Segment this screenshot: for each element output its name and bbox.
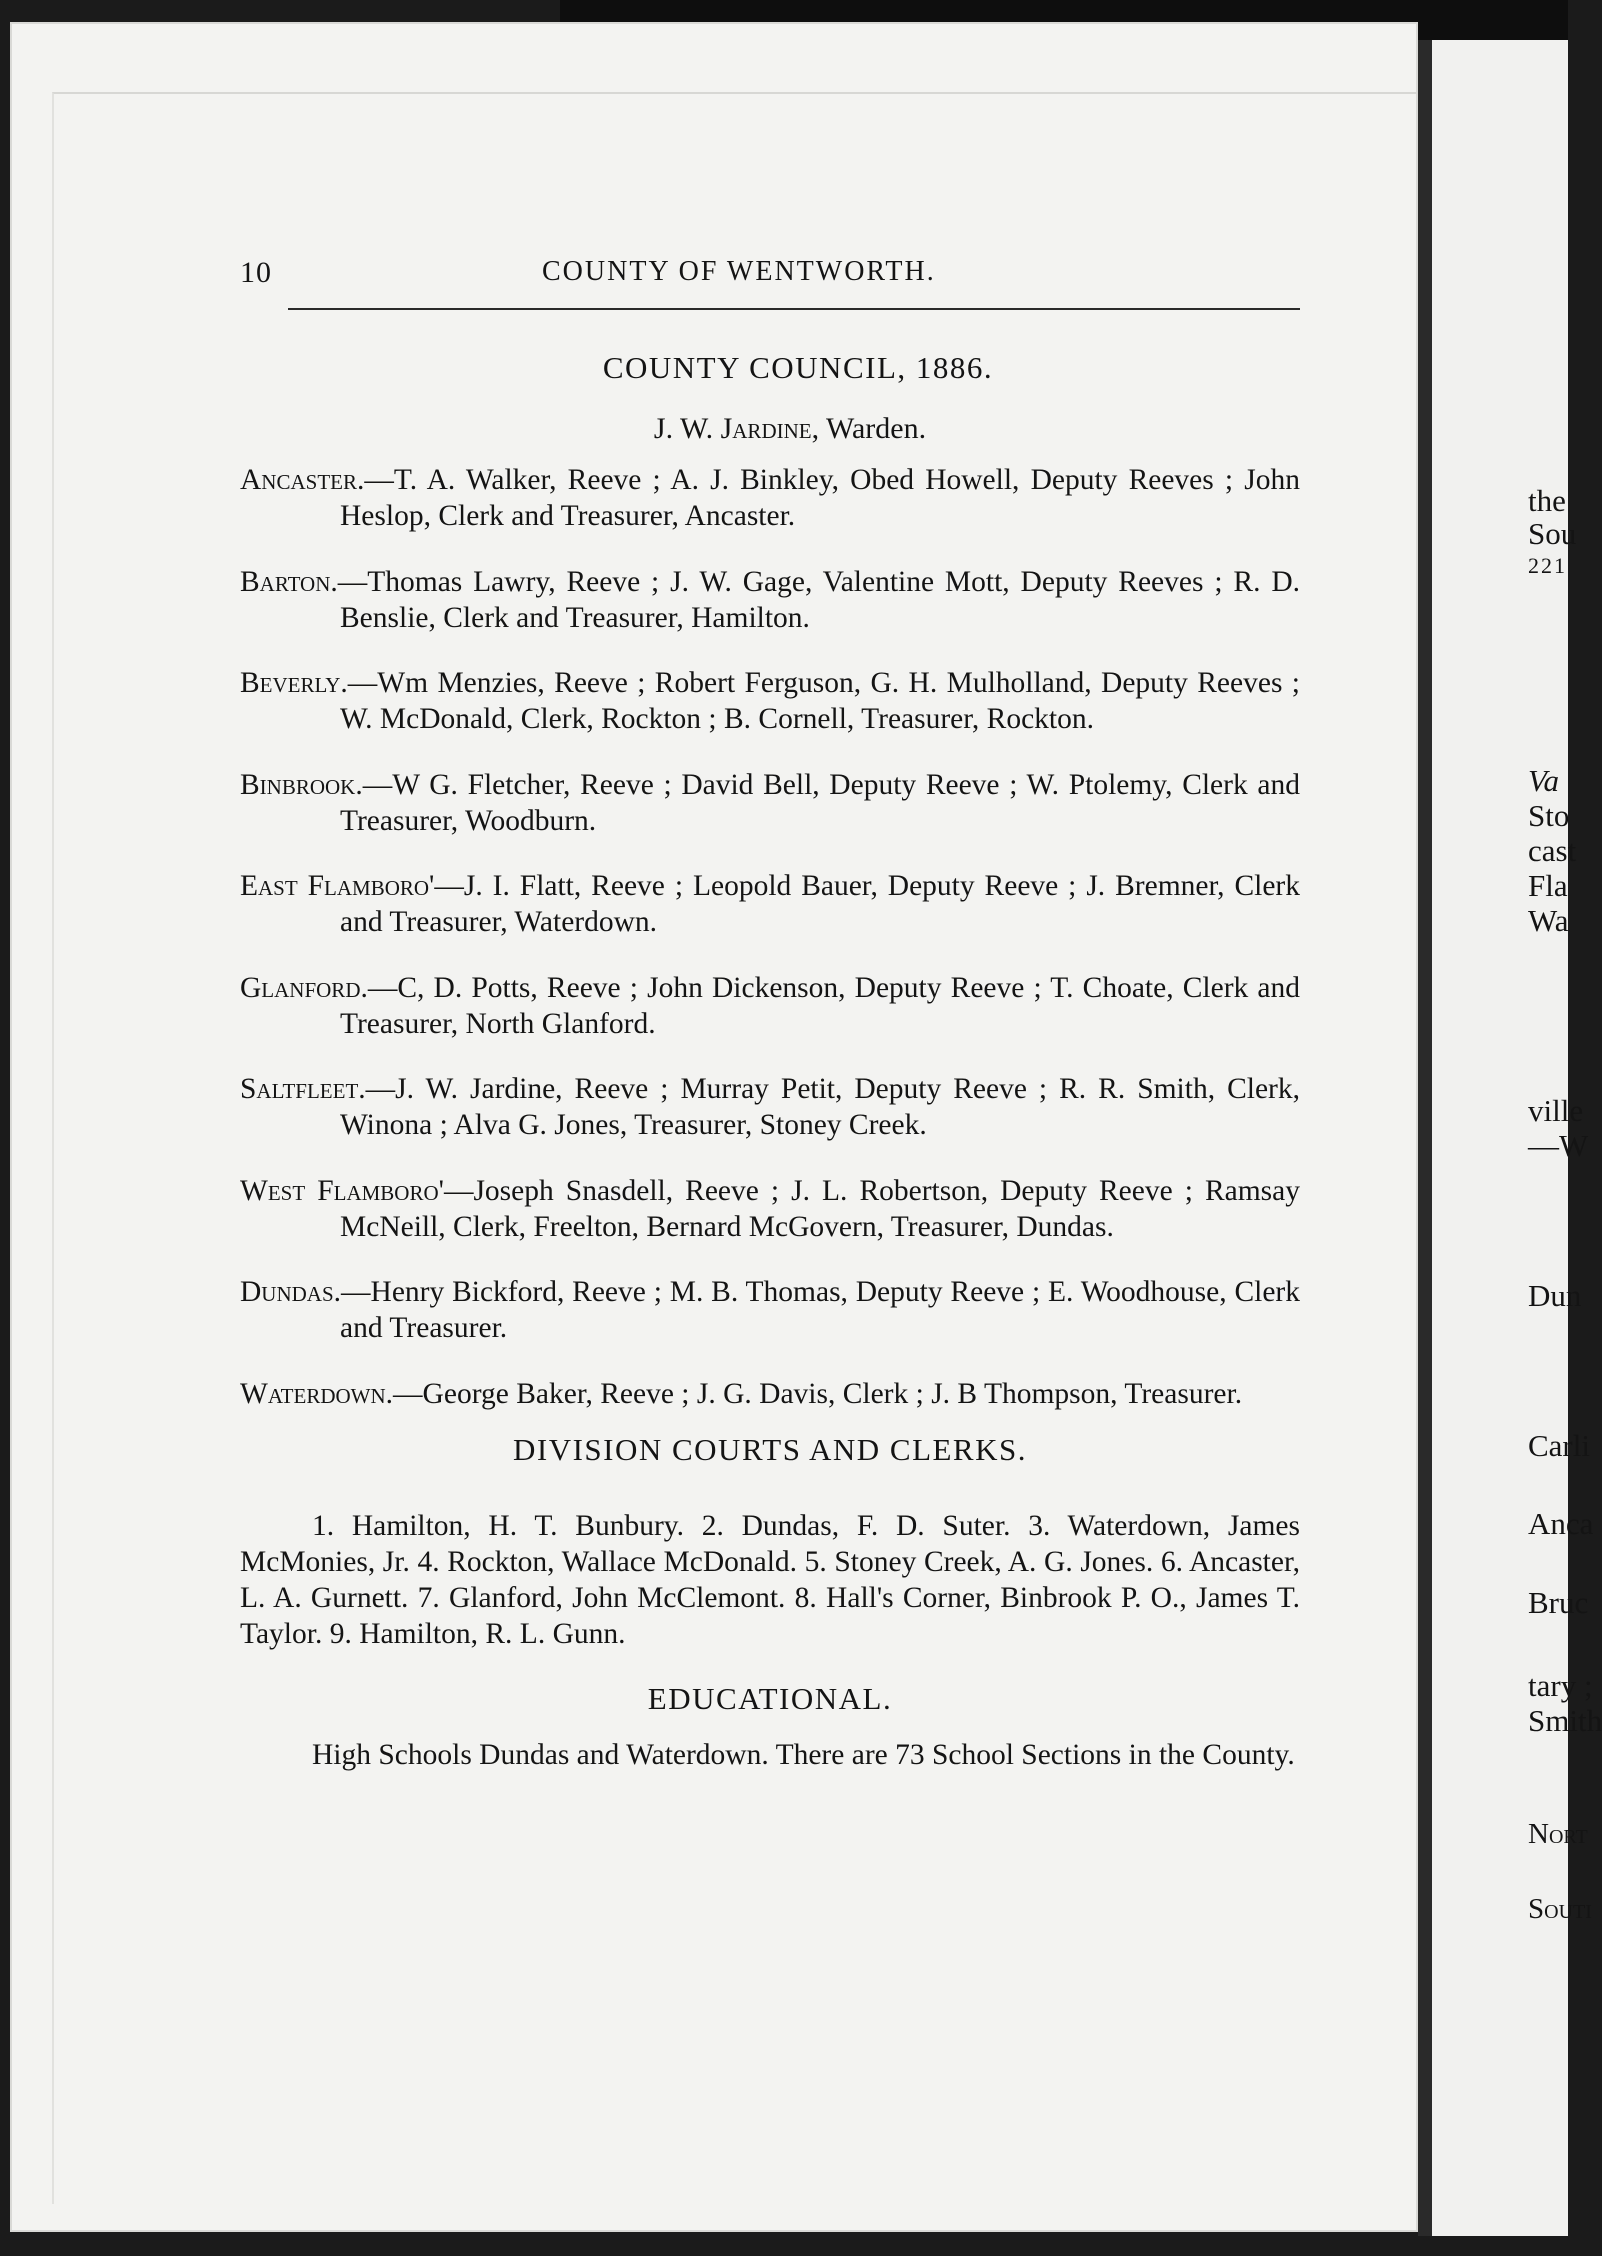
warden-line [240, 412, 1300, 446]
header-rule [288, 308, 1300, 310]
facing-page-fragment: ville [1528, 1093, 1584, 1128]
facing-page [1432, 40, 1602, 2236]
municipality-name: West Flamboro' [240, 1174, 444, 1207]
facing-page-fragment: Fla [1528, 868, 1568, 903]
council-entry [240, 564, 1300, 636]
entry-text: —Joseph Snasdell, Reeve ; J. L. Robertson, Deputy Reeve ; Ramsay McNeill, Clerk, Freelton, Bernard McGovern, Treasurer, Dundas. [340, 1174, 1300, 1243]
division-courts-heading: DIVISION COURTS AND CLERKS. [512, 1431, 1027, 1467]
facing-page-fragment: Bruc [1528, 1585, 1589, 1620]
council-entry [240, 1274, 1300, 1346]
entry-text: —C, D. Potts, Reeve ; John Dickenson, Deputy Reeve ; T. Choate, Clerk and Treasurer, North Glanford. [340, 971, 1300, 1040]
entry-text: —Henry Bickford, Reeve ; M. B. Thomas, Deputy Reeve ; E. Woodhouse, Clerk and Treasurer. [340, 1276, 1300, 1344]
warden-name: Jardine [720, 412, 812, 445]
county-council-heading: COUNTY COUNCIL, 1886. [602, 350, 994, 385]
educational-heading: EDUCATIONAL. [647, 1681, 893, 1716]
municipality-name: Beverly. [240, 667, 348, 699]
municipality-name: Barton. [240, 565, 338, 598]
page-number: 10 [240, 256, 272, 289]
entry-text: —Thomas Lawry, Reeve ; J. W. Gage, Valentine Mott, Deputy Reeves ; R. D. Benslie, Clerk and Treasurer, Hamilton. [337, 565, 1300, 634]
council-entry [240, 767, 1300, 839]
entry-text: —George Baker, Reeve ; J. G. Davis, Clerk ; J. B Thompson, Treasurer. [393, 1377, 1243, 1410]
facing-page-fragment: 221 [1528, 553, 1567, 578]
running-title: COUNTY OF WENTWORTH. [542, 256, 936, 287]
educational-text: High Schools Dundas and Waterdown. There are 73 School Sections in the County. [312, 1739, 1295, 1771]
facing-page-fragment: Sou [1528, 516, 1577, 551]
warden-initials: J. W. [653, 412, 721, 445]
entry-text: —J. W. Jardine, Reeve ; Murray Petit, Deputy Reeve ; R. R. Smith, Clerk, Winona ; Alva G. Jones, Treasurer, Stoney Creek. [340, 1073, 1300, 1141]
entry-text: —W G. Fletcher, Reeve ; David Bell, Deputy Reeve ; W. Ptolemy, Clerk and Treasurer, Woodburn. [340, 768, 1300, 837]
facing-page-fragment: cast [1528, 833, 1577, 868]
municipality-name: Saltfleet. [240, 1073, 366, 1105]
facing-page-fragment: Sto [1528, 798, 1570, 833]
municipality-name: Waterdown. [240, 1377, 394, 1410]
running-head [240, 250, 1300, 292]
council-entry [240, 462, 1300, 534]
municipality-name: Ancaster. [240, 464, 365, 496]
facing-page-fragment: Carli [1528, 1428, 1590, 1463]
facing-page-fragment: Nort [1528, 1818, 1588, 1850]
council-entry [240, 1376, 1300, 1412]
facing-page-fragment: Anca [1528, 1506, 1594, 1541]
council-entry [240, 868, 1300, 940]
facing-page-fragment: Souti [1528, 1893, 1592, 1925]
page-text [240, 250, 1300, 1803]
council-entry [240, 665, 1300, 737]
municipality-name: Dundas. [240, 1276, 342, 1308]
entry-text: —J. I. Flatt, Reeve ; Leopold Bauer, Deputy Reeve ; J. Bremner, Clerk and Treasurer, Waterdown. [340, 870, 1300, 938]
council-entry [240, 970, 1300, 1042]
council-entry [240, 1173, 1300, 1245]
facing-page-fragment: —W [1528, 1128, 1589, 1163]
facing-page-fragment: Smith [1528, 1703, 1602, 1738]
facing-page-fragment: tary ; [1528, 1668, 1593, 1703]
facing-page-fragment: Dun [1528, 1278, 1582, 1313]
municipality-name: East Flamboro' [240, 870, 435, 902]
entry-text: —T. A. Walker, Reeve ; A. J. Binkley, Obed Howell, Deputy Reeves ; John Heslop, Clerk and Treasurer, Ancaster. [340, 464, 1300, 532]
entry-text: —Wm Menzies, Reeve ; Robert Ferguson, G. H. Mulholland, Deputy Reeves ; W. McDonald, Clerk, Rockton ; B. Cornell, Treasurer, Rockton. [340, 667, 1300, 735]
division-courts-list: 1. Hamilton, H. T. Bunbury. 2. Dundas, F. D. Suter. 3. Waterdown, James McMonies, Jr. 4. Rockton, Wallace McDonald. 5. Stoney Creek, A. G. Jones. 6. Ancaster, L. A. Gurnett. 7. Glanford, John McClemont. 8. Hall's Corner, Binbrook P. O., James T. Taylor. 9. Hamilton, R. L. Gunn. [240, 1509, 1300, 1650]
warden-role: , Warden. [811, 412, 927, 445]
book-gutter [1418, 40, 1432, 2236]
council-entry [240, 1071, 1300, 1143]
facing-page-fragment: Wa [1528, 903, 1569, 938]
council-entries [240, 462, 1300, 1412]
facing-page-fragment: Va [1528, 763, 1559, 798]
municipality-name: Glanford. [240, 971, 368, 1004]
facing-page-fragment: the [1528, 483, 1566, 518]
municipality-name: Binbrook. [240, 768, 363, 801]
